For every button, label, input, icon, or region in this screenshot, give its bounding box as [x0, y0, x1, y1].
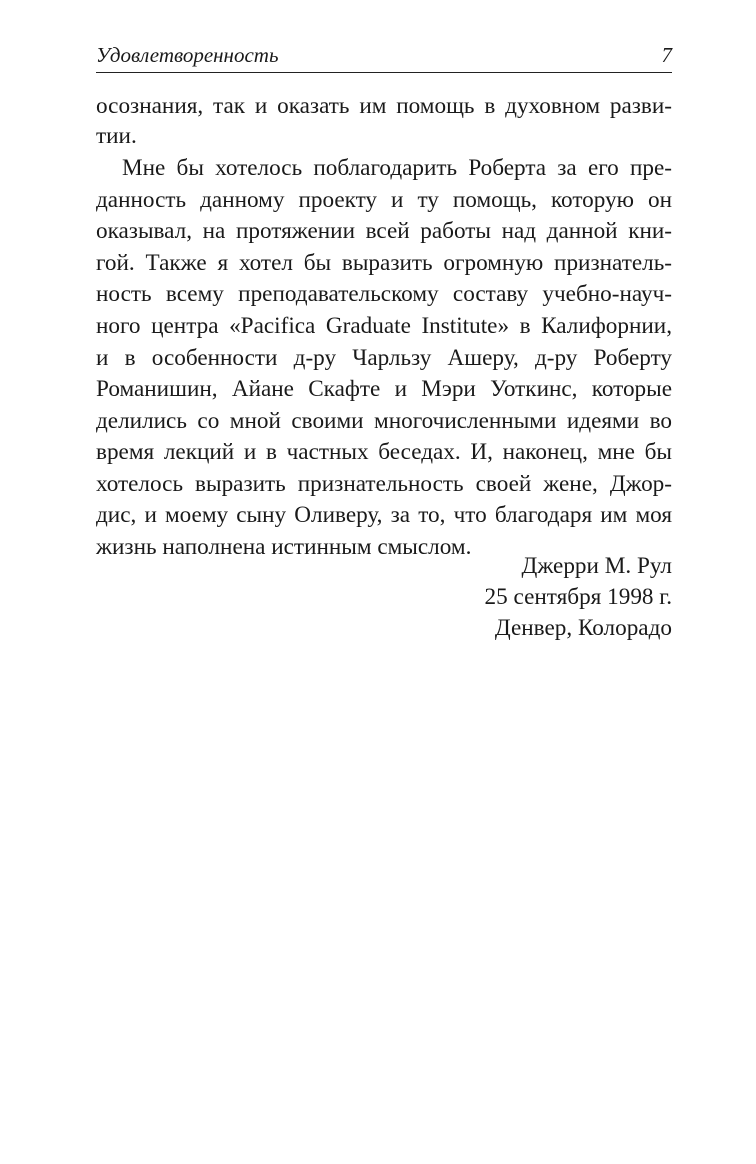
text-line: и в особенности д-ру Чарльзу Ашеру, д-ру Роберту	[96, 345, 672, 371]
text-line: данность данному проекту и ту помощь, которую он	[96, 187, 672, 213]
text-line: время лекций и в частных беседах. И, наконец, мне бы	[96, 439, 672, 465]
text-line: хотелось выразить признательность своей жене, Джор-	[96, 471, 672, 497]
page-number: 7	[661, 43, 672, 67]
text-line: ность всему преподавательскому составу учебно-науч-	[96, 281, 672, 307]
author-name: Джерри М. Рул	[521, 553, 672, 579]
text-line: жизнь наполнена истинным смыслом.	[96, 534, 472, 560]
text-line: Романишин, Айане Скафте и Мэри Уоткинс, которые	[96, 376, 672, 402]
text-line: осознания, так и оказать им помощь в духовном разви-	[96, 93, 672, 119]
text-line: тии.	[96, 123, 137, 149]
header-title: Удовлетворенность	[96, 43, 279, 67]
text-line: оказывал, на протяжении всей работы над данной кни-	[96, 218, 672, 244]
signature-place: Денвер, Колорадо	[494, 615, 672, 641]
text-line: ного центра «Pacifica Graduate Institute» в Калифорнии,	[96, 313, 672, 339]
signature-date: 25 сентября 1998 г.	[484, 584, 672, 610]
paragraph-first-line: Мне бы хотелось поблагодарить Роберта за его пре-	[122, 155, 672, 181]
text-line: дис, и моему сыну Оливеру, за то, что благодаря им моя	[96, 502, 672, 528]
text-line: делились со мной своими многочисленными идеями во	[96, 408, 672, 434]
running-header	[96, 42, 672, 73]
text-line: гой. Также я хотел бы выразить огромную признатель-	[96, 250, 672, 276]
